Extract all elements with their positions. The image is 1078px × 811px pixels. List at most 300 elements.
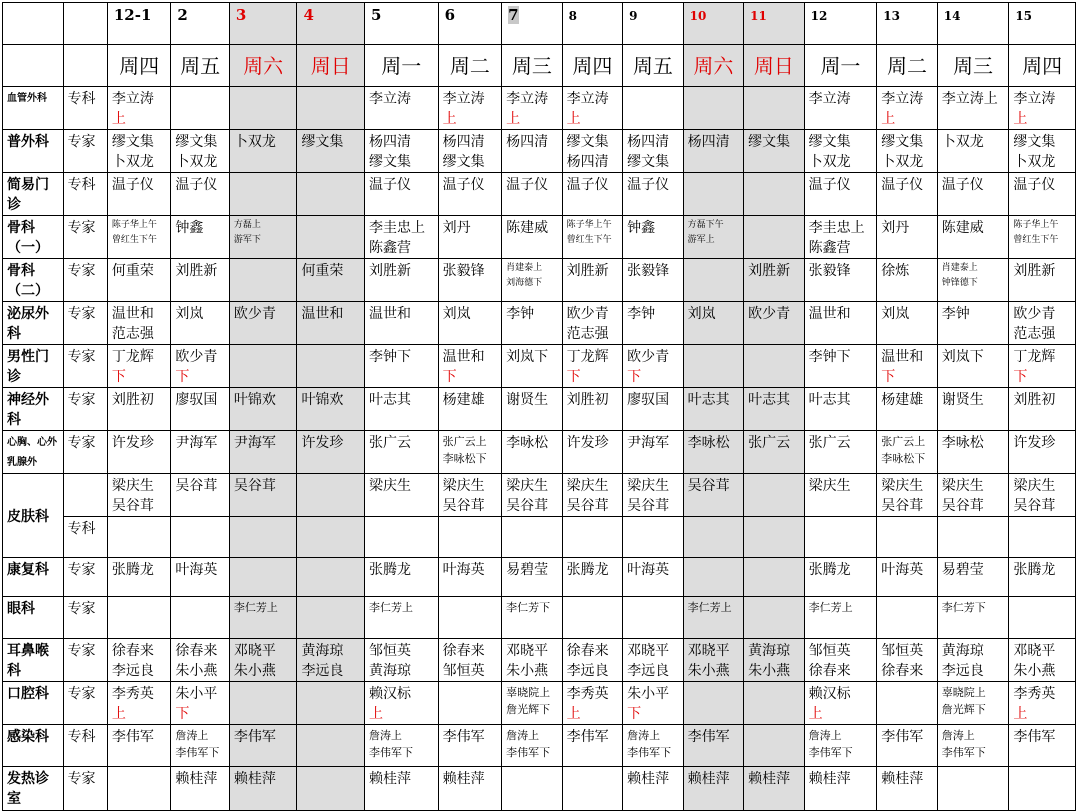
doctor-entry: 梁庆生 <box>941 478 984 494</box>
schedule-cell <box>623 345 684 388</box>
schedule-cell <box>229 474 297 517</box>
doctor-entry: 邓晓平 <box>506 643 549 659</box>
schedule-cell <box>171 639 229 682</box>
schedule-cell <box>438 302 502 345</box>
doctor-entry: 欧少青 <box>1013 306 1056 322</box>
doctor-entry: 陈子华上午 <box>566 220 612 230</box>
schedule-cell <box>171 597 229 639</box>
schedule-cell <box>297 682 365 725</box>
doctor-entry: 温子仪 <box>506 177 549 193</box>
schedule-cell <box>744 682 805 725</box>
schedule-cell <box>502 431 563 474</box>
clinic-type-cell <box>63 216 107 259</box>
schedule-cell <box>877 767 938 811</box>
date-label: 8 <box>568 9 577 23</box>
schedule-cell <box>229 302 297 345</box>
date-label: 4 <box>303 6 314 24</box>
doctor-entry: 缪文集 <box>175 134 218 150</box>
schedule-cell <box>438 216 502 259</box>
weekday-label: 周四 <box>1022 53 1063 78</box>
weekday-cell <box>744 45 805 87</box>
doctor-entry: 温子仪 <box>566 177 609 193</box>
clinic-type-cell <box>63 302 107 345</box>
schedule-row <box>3 259 1076 302</box>
doctor-entry: 李圭忠上 <box>369 220 425 236</box>
doctor-entry: 徐春来 <box>566 643 609 659</box>
schedule-cell <box>229 597 297 639</box>
doctor-entry: 范志强 <box>566 326 609 342</box>
schedule-cell <box>502 130 563 173</box>
schedule-cell <box>171 767 229 811</box>
doctor-entry: 下 <box>627 706 642 722</box>
department-cell <box>3 302 64 345</box>
clinic-type-label: 专家 <box>67 220 96 236</box>
doctor-entry: 李远良 <box>941 663 984 679</box>
date-cell <box>937 3 1009 45</box>
department-cell <box>3 725 64 767</box>
department-name: 骨科（二） <box>7 263 49 299</box>
schedule-cell <box>804 130 877 173</box>
doctor-entry: 何重荣 <box>301 263 344 279</box>
schedule-cell <box>744 173 805 216</box>
date-label: 3 <box>235 6 247 24</box>
schedule-cell <box>1009 725 1076 767</box>
schedule-cell <box>502 302 563 345</box>
clinic-type-cell <box>63 597 107 639</box>
schedule-cell <box>562 130 623 173</box>
clinic-type-cell <box>63 517 107 558</box>
schedule-cell <box>297 431 365 474</box>
schedule-cell <box>744 767 805 811</box>
schedule-cell <box>438 517 502 558</box>
weekday-label: 周日 <box>753 53 794 78</box>
schedule-cell <box>744 558 805 597</box>
weekday-cell <box>107 45 171 87</box>
doctor-entry: 李伟军下 <box>506 746 551 759</box>
doctor-entry: 欧少青 <box>233 306 276 322</box>
doctor-entry: 尹海军 <box>175 435 218 451</box>
doctor-entry: 缪文集 <box>442 154 485 170</box>
schedule-cell <box>623 767 684 811</box>
header-blank-dept <box>3 45 64 87</box>
schedule-row <box>3 216 1076 259</box>
doctor-entry: 杨四清 <box>687 134 730 150</box>
doctor-entry: 刘胜初 <box>566 392 609 408</box>
doctor-entry: 李伟军 <box>442 729 485 745</box>
schedule-cell <box>438 682 502 725</box>
schedule-cell <box>937 597 1009 639</box>
department-name: 口腔科 <box>7 686 49 702</box>
schedule-cell <box>171 130 229 173</box>
department-cell <box>3 682 64 725</box>
schedule-cell <box>365 259 439 302</box>
schedule-cell <box>804 639 877 682</box>
doctor-entry: 张腾龙 <box>369 562 411 578</box>
doctor-entry: 谢贤生 <box>941 392 984 408</box>
doctor-entry: 谢贤生 <box>506 392 549 408</box>
doctor-entry: 赖桂萍 <box>748 771 791 787</box>
doctor-entry: 钟鑫 <box>175 220 204 236</box>
header-corner-dept <box>3 3 64 45</box>
schedule-cell <box>804 87 877 130</box>
doctor-entry: 丁龙辉 <box>566 349 609 365</box>
doctor-entry: 陈鑫营 <box>369 240 411 256</box>
doctor-entry: 李伟军 <box>233 729 276 745</box>
schedule-cell <box>229 725 297 767</box>
doctor-entry: 叶锦欢 <box>233 392 276 408</box>
department-cell <box>3 216 64 259</box>
doctor-entry: 杨建雄 <box>881 392 924 408</box>
schedule-cell <box>107 173 171 216</box>
schedule-cell <box>744 388 805 431</box>
doctor-entry: 刘岚 <box>881 306 910 322</box>
doctor-entry: 詹光辉下 <box>941 703 986 716</box>
schedule-cell <box>107 682 171 725</box>
doctor-entry: 方磊下午 <box>687 220 724 230</box>
doctor-entry: 李远良 <box>301 663 344 679</box>
schedule-cell <box>229 431 297 474</box>
doctor-entry: 陈子华上午 <box>1013 220 1059 230</box>
doctor-entry: 李伟军下 <box>369 746 413 759</box>
schedule-cell <box>683 87 744 130</box>
schedule-cell <box>683 302 744 345</box>
doctor-entry: 赖桂萍 <box>442 771 485 787</box>
schedule-cell <box>171 173 229 216</box>
doctor-entry: 梁庆生 <box>808 478 851 494</box>
schedule-cell <box>683 259 744 302</box>
doctor-entry: 游军上 <box>687 235 715 245</box>
schedule-cell <box>937 302 1009 345</box>
doctor-entry: 尹海军 <box>233 435 276 451</box>
schedule-cell <box>683 388 744 431</box>
doctor-entry: 刘胜新 <box>1013 263 1056 279</box>
doctor-entry: 李圭忠上 <box>808 220 865 236</box>
doctor-entry: 欧少青 <box>175 349 218 365</box>
schedule-cell <box>229 173 297 216</box>
doctor-entry: 张腾龙 <box>808 562 851 578</box>
schedule-row <box>3 388 1076 431</box>
doctor-entry: 刘胜新 <box>369 263 411 279</box>
schedule-cell <box>1009 216 1076 259</box>
schedule-cell <box>623 259 684 302</box>
schedule-cell <box>107 87 171 130</box>
schedule-cell <box>438 767 502 811</box>
schedule-cell <box>107 558 171 597</box>
schedule-cell <box>937 130 1009 173</box>
doctor-entry: 李立涛 <box>881 91 924 107</box>
schedule-cell <box>502 558 563 597</box>
schedule-cell <box>937 517 1009 558</box>
department-name: 血管外科 <box>7 93 47 104</box>
schedule-cell <box>744 597 805 639</box>
doctor-entry: 朱小燕 <box>687 663 730 679</box>
doctor-entry: 许发珍 <box>111 435 154 451</box>
schedule-cell <box>804 259 877 302</box>
schedule-cell <box>744 259 805 302</box>
doctor-entry: 梁庆生 <box>627 478 670 494</box>
doctor-entry: 欧少青 <box>566 306 609 322</box>
doctor-entry: 刘胜新 <box>566 263 609 279</box>
schedule-cell <box>744 431 805 474</box>
schedule-cell <box>502 725 563 767</box>
duty-schedule-table <box>2 2 1076 811</box>
schedule-cell <box>804 431 877 474</box>
clinic-type-label: 专家 <box>67 562 96 578</box>
date-cell <box>502 3 563 45</box>
doctor-entry: 上 <box>1013 706 1028 722</box>
doctor-entry: 詹涛上 <box>175 729 209 742</box>
doctor-entry: 刘胜新 <box>175 263 218 279</box>
weekday-cell <box>562 45 623 87</box>
doctor-entry: 梁庆生 <box>566 478 609 494</box>
weekday-label: 周四 <box>572 53 613 78</box>
department-name: 感染科 <box>7 729 49 745</box>
doctor-entry: 张广云上 <box>442 435 487 448</box>
schedule-cell <box>171 558 229 597</box>
date-label: 5 <box>371 6 382 24</box>
date-label: 10 <box>689 9 707 23</box>
doctor-entry: 卜双龙 <box>808 154 851 170</box>
clinic-type-label: 专家 <box>67 435 96 451</box>
schedule-cell <box>438 87 502 130</box>
schedule-cell <box>877 517 938 558</box>
schedule-cell <box>365 597 439 639</box>
schedule-cell <box>365 173 439 216</box>
schedule-cell <box>877 558 938 597</box>
schedule-cell <box>229 767 297 811</box>
doctor-entry: 梁庆生 <box>111 478 154 494</box>
schedule-cell <box>438 725 502 767</box>
schedule-cell <box>877 725 938 767</box>
doctor-entry: 李秀英 <box>1013 686 1056 702</box>
schedule-cell <box>623 639 684 682</box>
schedule-cell <box>877 431 938 474</box>
schedule-cell <box>171 345 229 388</box>
doctor-entry: 吴谷茸 <box>111 498 154 514</box>
doctor-entry: 叶志其 <box>748 392 791 408</box>
doctor-entry: 詹涛上 <box>808 729 842 742</box>
doctor-entry: 钟锋德下 <box>941 278 978 288</box>
doctor-entry: 温子仪 <box>442 177 485 193</box>
schedule-cell <box>804 345 877 388</box>
schedule-cell <box>107 302 171 345</box>
clinic-type-cell <box>63 474 107 517</box>
schedule-cell <box>562 259 623 302</box>
doctor-entry: 温子仪 <box>808 177 851 193</box>
schedule-cell <box>229 388 297 431</box>
schedule-cell <box>107 725 171 767</box>
schedule-cell <box>744 345 805 388</box>
doctor-entry: 李远良 <box>627 663 670 679</box>
schedule-cell <box>877 259 938 302</box>
department-cell <box>3 558 64 597</box>
doctor-entry: 李伟军 <box>566 729 609 745</box>
doctor-entry: 赖桂萍 <box>808 771 851 787</box>
clinic-type-label: 专家 <box>67 686 96 702</box>
schedule-cell <box>297 639 365 682</box>
schedule-cell <box>562 474 623 517</box>
schedule-cell <box>502 216 563 259</box>
doctor-entry: 叶志其 <box>808 392 851 408</box>
schedule-cell <box>877 87 938 130</box>
department-cell <box>3 345 64 388</box>
schedule-cell <box>1009 345 1076 388</box>
doctor-entry: 下 <box>175 369 190 385</box>
schedule-cell <box>297 302 365 345</box>
doctor-entry: 吴谷茸 <box>175 478 218 494</box>
doctor-entry: 叶海英 <box>442 562 485 578</box>
schedule-cell <box>502 345 563 388</box>
doctor-entry: 上 <box>881 111 896 127</box>
doctor-entry: 朱小燕 <box>748 663 791 679</box>
doctor-entry: 刘丹 <box>442 220 471 236</box>
schedule-cell <box>1009 87 1076 130</box>
doctor-entry: 梁庆生 <box>506 478 549 494</box>
schedule-cell <box>804 474 877 517</box>
department-name: 心胸、心外乳腺外 <box>7 437 57 468</box>
weekday-cell <box>297 45 365 87</box>
date-cell <box>229 3 297 45</box>
schedule-cell <box>107 517 171 558</box>
department-name: 眼科 <box>7 601 35 617</box>
clinic-type-cell <box>63 767 107 811</box>
schedule-cell <box>623 130 684 173</box>
schedule-cell <box>804 558 877 597</box>
doctor-entry: 梁庆生 <box>1013 478 1056 494</box>
schedule-cell <box>744 517 805 558</box>
doctor-entry: 李伟军 <box>687 729 730 745</box>
clinic-type-cell <box>63 345 107 388</box>
doctor-entry: 李立涛 <box>506 91 549 107</box>
doctor-entry: 刘岚下 <box>941 349 984 365</box>
doctor-entry: 吴谷茸 <box>881 498 924 514</box>
schedule-cell <box>171 259 229 302</box>
doctor-entry: 范志强 <box>1013 326 1056 342</box>
header-weekdays-row <box>3 45 1076 87</box>
doctor-entry: 上 <box>369 706 383 722</box>
schedule-cell <box>229 216 297 259</box>
schedule-cell <box>937 431 1009 474</box>
schedule-row <box>3 130 1076 173</box>
department-name: 泌尿外科 <box>7 306 49 342</box>
doctor-entry: 赖桂萍 <box>627 771 670 787</box>
schedule-cell <box>937 345 1009 388</box>
doctor-entry: 朱小平 <box>627 686 670 702</box>
schedule-cell <box>683 130 744 173</box>
doctor-entry: 李立涛 <box>369 91 411 107</box>
doctor-entry: 吴谷茸 <box>233 478 276 494</box>
schedule-cell <box>1009 474 1076 517</box>
doctor-entry: 李仁芳下 <box>941 601 986 614</box>
clinic-type-label: 专科 <box>67 521 96 537</box>
weekday-label: 周六 <box>693 53 734 78</box>
schedule-cell <box>365 87 439 130</box>
doctor-entry: 杨四清 <box>442 134 485 150</box>
doctor-entry: 赖桂萍 <box>369 771 411 787</box>
doctor-entry: 邹恒英 <box>881 643 924 659</box>
doctor-entry: 吴谷茸 <box>687 478 730 494</box>
doctor-entry: 叶锦欢 <box>301 392 344 408</box>
doctor-entry: 上 <box>566 706 581 722</box>
weekday-label: 周一 <box>820 53 861 78</box>
schedule-cell <box>804 216 877 259</box>
doctor-entry: 许发珍 <box>1013 435 1056 451</box>
doctor-entry: 黄海琼 <box>941 643 984 659</box>
doctor-entry: 吴谷茸 <box>506 498 549 514</box>
schedule-cell <box>438 173 502 216</box>
schedule-row <box>3 173 1076 216</box>
doctor-entry: 丁龙辉 <box>111 349 154 365</box>
schedule-cell <box>1009 767 1076 811</box>
schedule-cell <box>297 517 365 558</box>
schedule-cell <box>1009 517 1076 558</box>
doctor-entry: 梁庆生 <box>442 478 485 494</box>
department-name: 耳鼻喉科 <box>7 643 49 679</box>
department-name: 发热诊室 <box>7 771 49 807</box>
schedule-cell <box>297 388 365 431</box>
doctor-entry: 叶志其 <box>369 392 411 408</box>
date-label: 12-1 <box>113 6 152 24</box>
doctor-entry: 朱小燕 <box>506 663 549 679</box>
weekday-label: 周四 <box>119 53 160 78</box>
weekday-label: 周一 <box>381 53 422 78</box>
schedule-cell <box>297 345 365 388</box>
schedule-cell <box>562 345 623 388</box>
doctor-entry: 易碧莹 <box>941 562 984 578</box>
schedule-row <box>3 517 1076 558</box>
schedule-cell <box>502 767 563 811</box>
schedule-cell <box>297 87 365 130</box>
schedule-cell <box>623 302 684 345</box>
schedule-cell <box>623 388 684 431</box>
doctor-entry: 吴谷茸 <box>442 498 485 514</box>
doctor-entry: 廖驭国 <box>175 392 218 408</box>
schedule-cell <box>623 682 684 725</box>
schedule-row <box>3 474 1076 517</box>
schedule-cell <box>107 474 171 517</box>
schedule-cell <box>804 725 877 767</box>
schedule-cell <box>744 725 805 767</box>
doctor-entry: 缪文集 <box>627 154 670 170</box>
doctor-entry: 陈子华上午 <box>111 220 157 230</box>
schedule-cell <box>877 388 938 431</box>
doctor-entry: 刘岚 <box>175 306 204 322</box>
doctor-entry: 卜双龙 <box>941 134 984 150</box>
weekday-cell <box>171 45 229 87</box>
doctor-entry: 詹涛上 <box>506 729 540 742</box>
weekday-cell <box>365 45 439 87</box>
date-cell <box>365 3 439 45</box>
clinic-type-label: 专家 <box>67 263 96 279</box>
doctor-entry: 温世和 <box>881 349 924 365</box>
schedule-cell <box>562 431 623 474</box>
doctor-entry: 李咏松下 <box>442 452 487 465</box>
schedule-cell <box>683 639 744 682</box>
doctor-entry: 邓晓平 <box>233 643 276 659</box>
date-label: 13 <box>883 9 900 23</box>
doctor-entry: 吴谷茸 <box>566 498 609 514</box>
doctor-entry: 卜双龙 <box>233 134 276 150</box>
doctor-entry: 刘海德下 <box>506 278 543 288</box>
schedule-cell <box>562 87 623 130</box>
schedule-cell <box>937 639 1009 682</box>
schedule-cell <box>683 767 744 811</box>
doctor-entry: 张广云 <box>369 435 411 451</box>
schedule-cell <box>623 517 684 558</box>
schedule-cell <box>562 388 623 431</box>
schedule-cell <box>438 388 502 431</box>
schedule-cell <box>623 216 684 259</box>
